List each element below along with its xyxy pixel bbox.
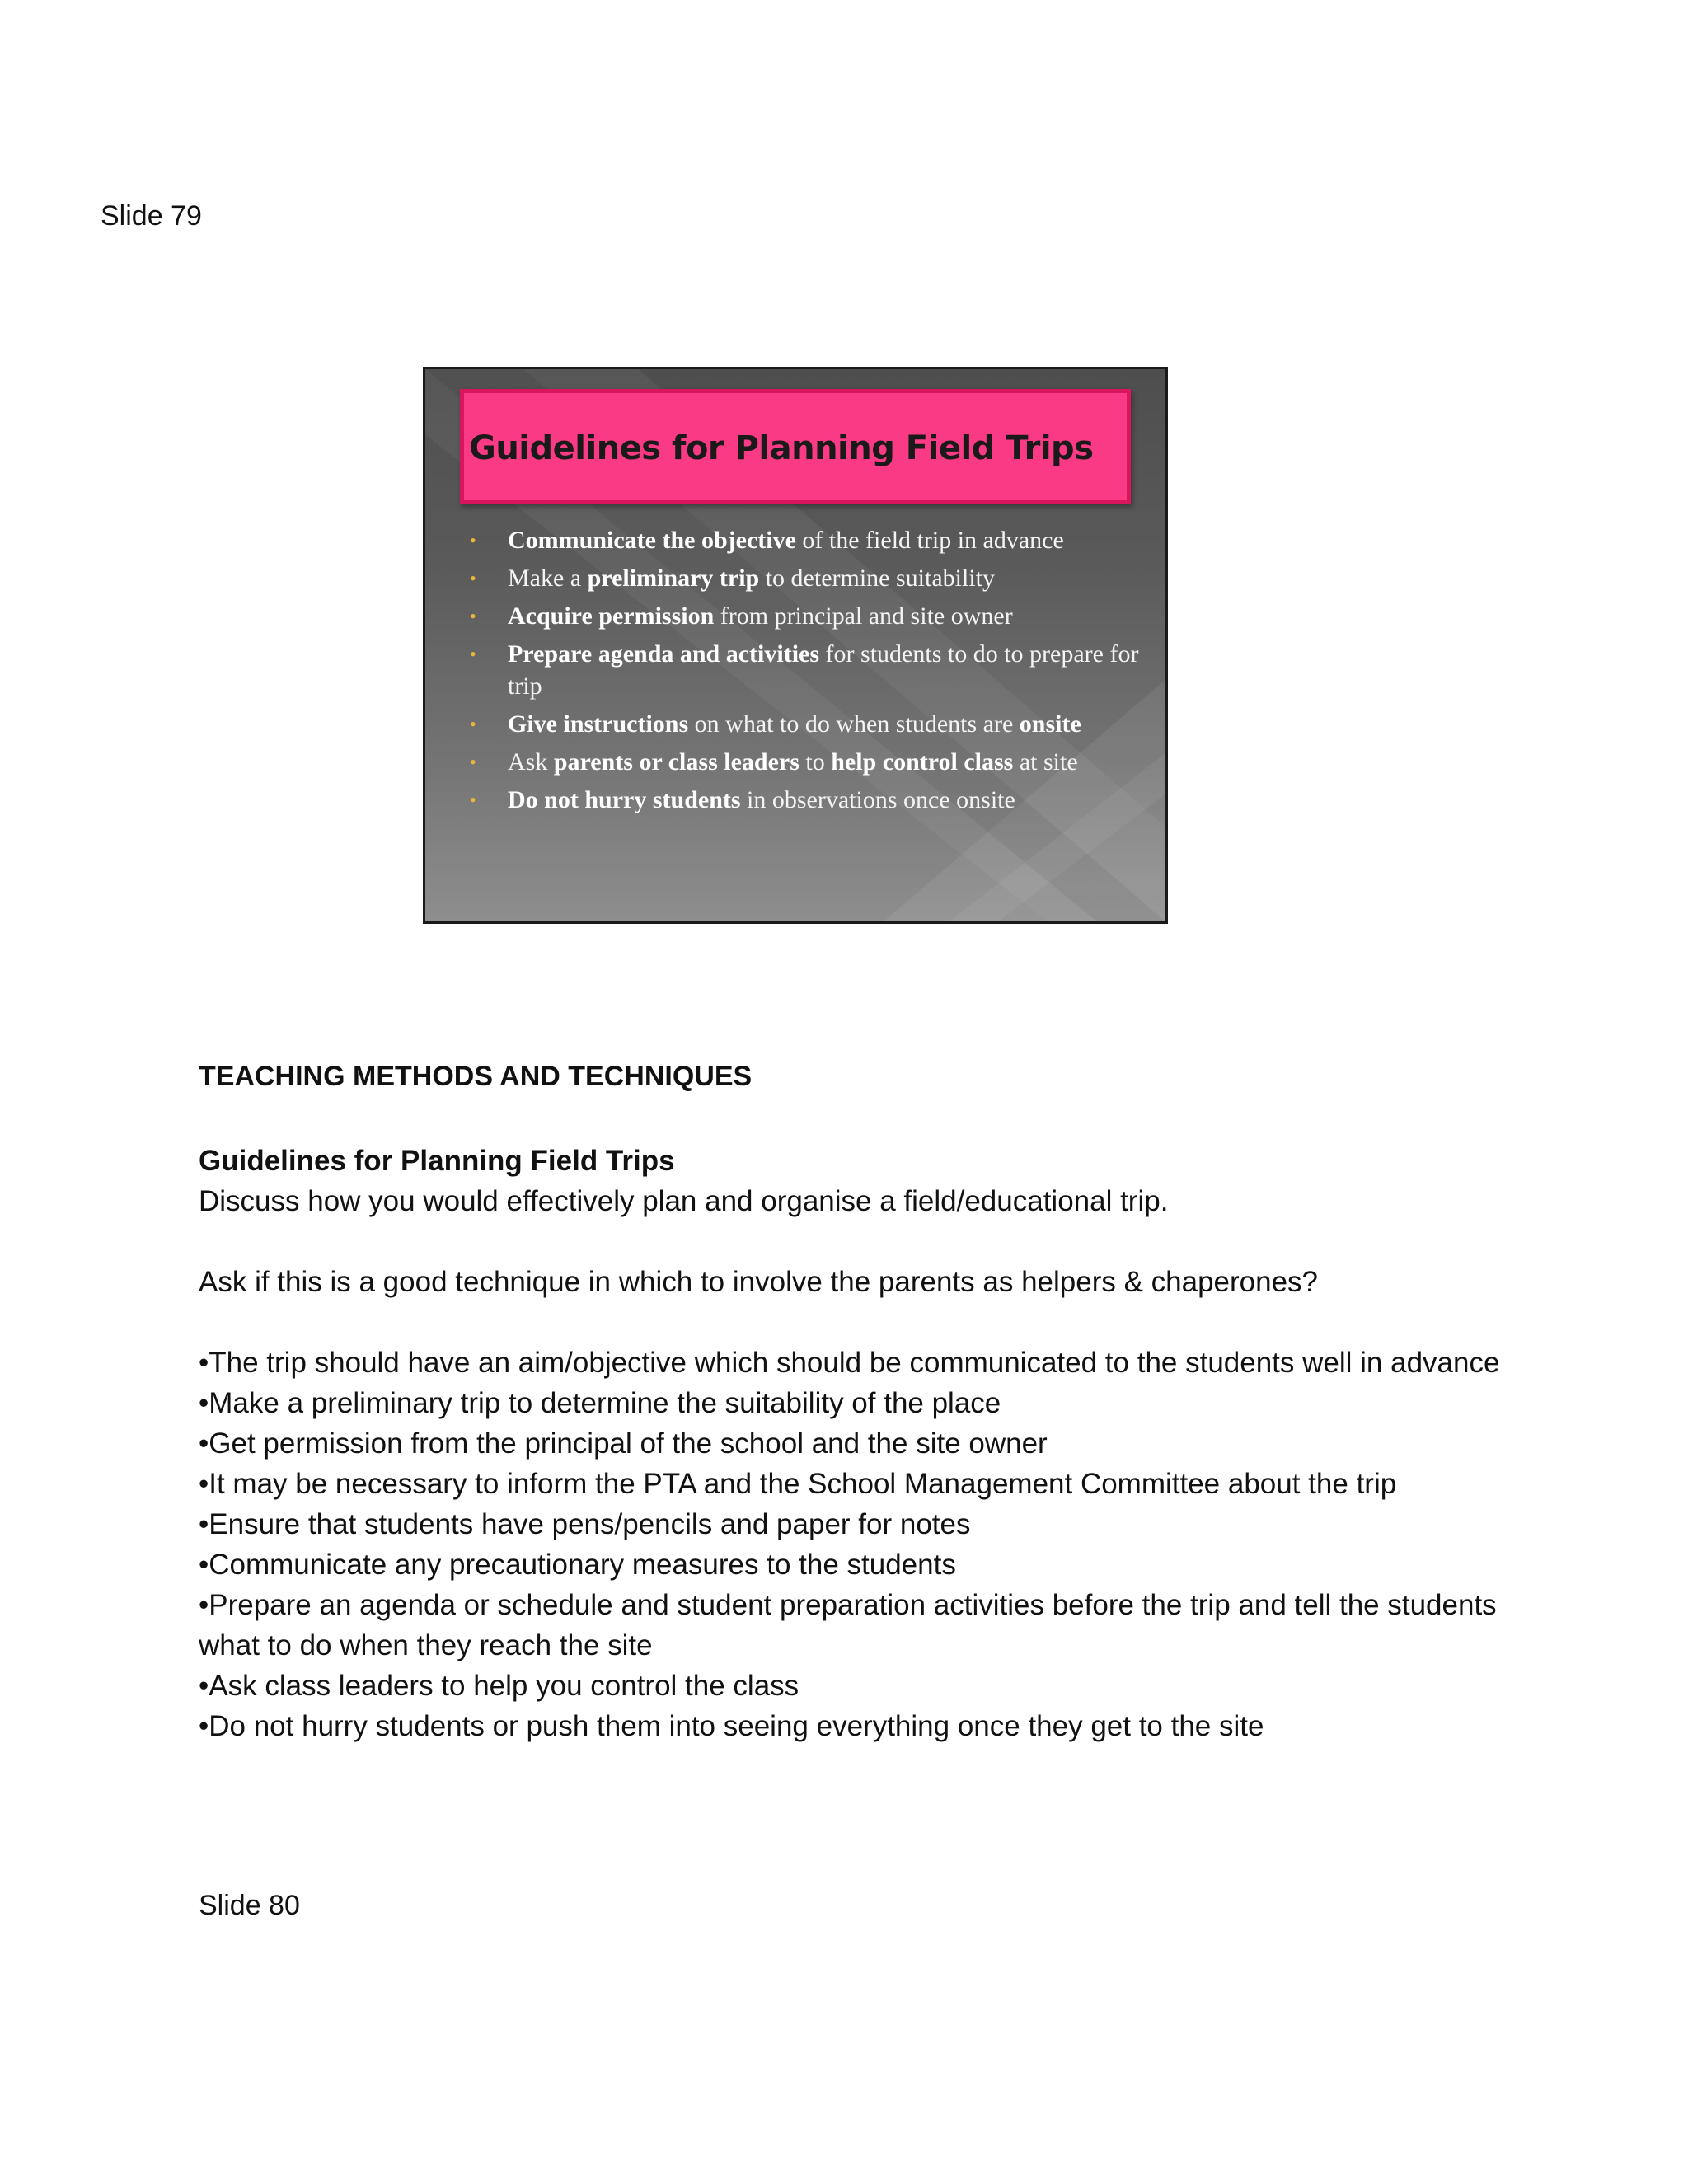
slide-bullet-text: to determine suitability [759, 565, 995, 592]
slide-bullet-text: onsite [1019, 710, 1081, 738]
notes-subtitle: Guidelines for Planning Field Trips [199, 1145, 675, 1177]
slide-bullet-text: parents or class leaders [553, 748, 799, 776]
bullet-dot-icon: • [470, 714, 476, 734]
bullet-dot-icon: • [470, 752, 476, 772]
slide-bullet-list [468, 524, 1152, 822]
slide-bullet-text: on what to do when students are [688, 710, 1020, 738]
notes-point: •The trip should have an aim/objective which should be communicated to the students well in advance [199, 1347, 1500, 1379]
notes-point: •It may be necessary to inform the PTA and the School Management Committee about the trip [199, 1468, 1397, 1500]
speaker-notes [199, 1141, 1534, 1746]
slide-bullet-item [468, 524, 1152, 556]
slide-bullet-item [468, 638, 1152, 702]
section-heading: TEACHING METHODS AND TECHNIQUES [199, 1061, 753, 1092]
slide-thumbnail [423, 367, 1168, 924]
slide-bullet-item [468, 600, 1152, 632]
slide-bullet-item [468, 746, 1152, 778]
bullet-dot-icon: • [470, 790, 476, 810]
slide-bullet-text: Prepare agenda and activities [508, 640, 820, 668]
notes-point: •Make a preliminary trip to determine the suitability of the place [199, 1387, 1001, 1419]
slide-bullet-text: of the field trip in advance [795, 527, 1064, 554]
next-slide-number-label: Slide 80 [199, 1890, 300, 1921]
notes-point: •Get permission from the principal of the school and the site owner [199, 1427, 1048, 1460]
notes-point: •Prepare an agenda or schedule and student preparation activities before the trip and tell the students what to do when they reach the site [199, 1589, 1497, 1661]
slide-bullet-item [468, 708, 1152, 740]
notes-point: •Communicate any precautionary measures to the students [199, 1549, 956, 1581]
slide-number-label: Slide 79 [101, 200, 202, 232]
slide-bullet-text: Ask [508, 748, 554, 776]
slide-bullet-item [468, 562, 1152, 594]
slide-bullet-text: at site [1013, 748, 1078, 776]
slide-bullet-text: Communicate the objective [508, 527, 796, 554]
slide-bullet-text: from principal and site owner [714, 602, 1013, 630]
bullet-dot-icon: • [470, 606, 476, 626]
notes-point: •Do not hurry students or push them into seeing everything once they get to the site [199, 1710, 1264, 1742]
spacer [199, 1302, 1534, 1343]
notes-point: •Ensure that students have pens/pencils and paper for notes [199, 1508, 971, 1540]
bullet-dot-icon: • [470, 644, 476, 664]
slide-bullet-text: Acquire permission [508, 602, 715, 630]
slide-bullet-text: preliminary trip [587, 565, 760, 592]
slide-bullet-text: to [799, 748, 832, 776]
bullet-dot-icon: • [470, 568, 476, 588]
slide-bullet-text: Make a [508, 565, 588, 592]
slide-title: Guidelines for Planning Field Trips [469, 429, 1094, 467]
notes-intro: Discuss how you would effectively plan and organise a field/educational trip. [199, 1185, 1169, 1217]
notes-point: •Ask class leaders to help you control the class [199, 1670, 799, 1702]
slide-bullet-text: help control class [831, 748, 1014, 776]
notes-point-list [199, 1343, 1534, 1746]
spacer [199, 1221, 1534, 1262]
notes-question: Ask if this is a good technique in which to involve the parents as helpers & chaperones? [199, 1266, 1319, 1298]
slide-bullet-item [468, 784, 1152, 816]
slide-bullet-text: for students to do to prepare for trip [508, 640, 1139, 700]
slide-bullet-text: Give instructions [508, 710, 689, 738]
slide-title-box [460, 389, 1131, 504]
bullet-dot-icon: • [470, 530, 476, 551]
slide-bullet-text: in observations once onsite [740, 786, 1015, 813]
slide-bullet-text: Do not hurry students [508, 786, 741, 813]
